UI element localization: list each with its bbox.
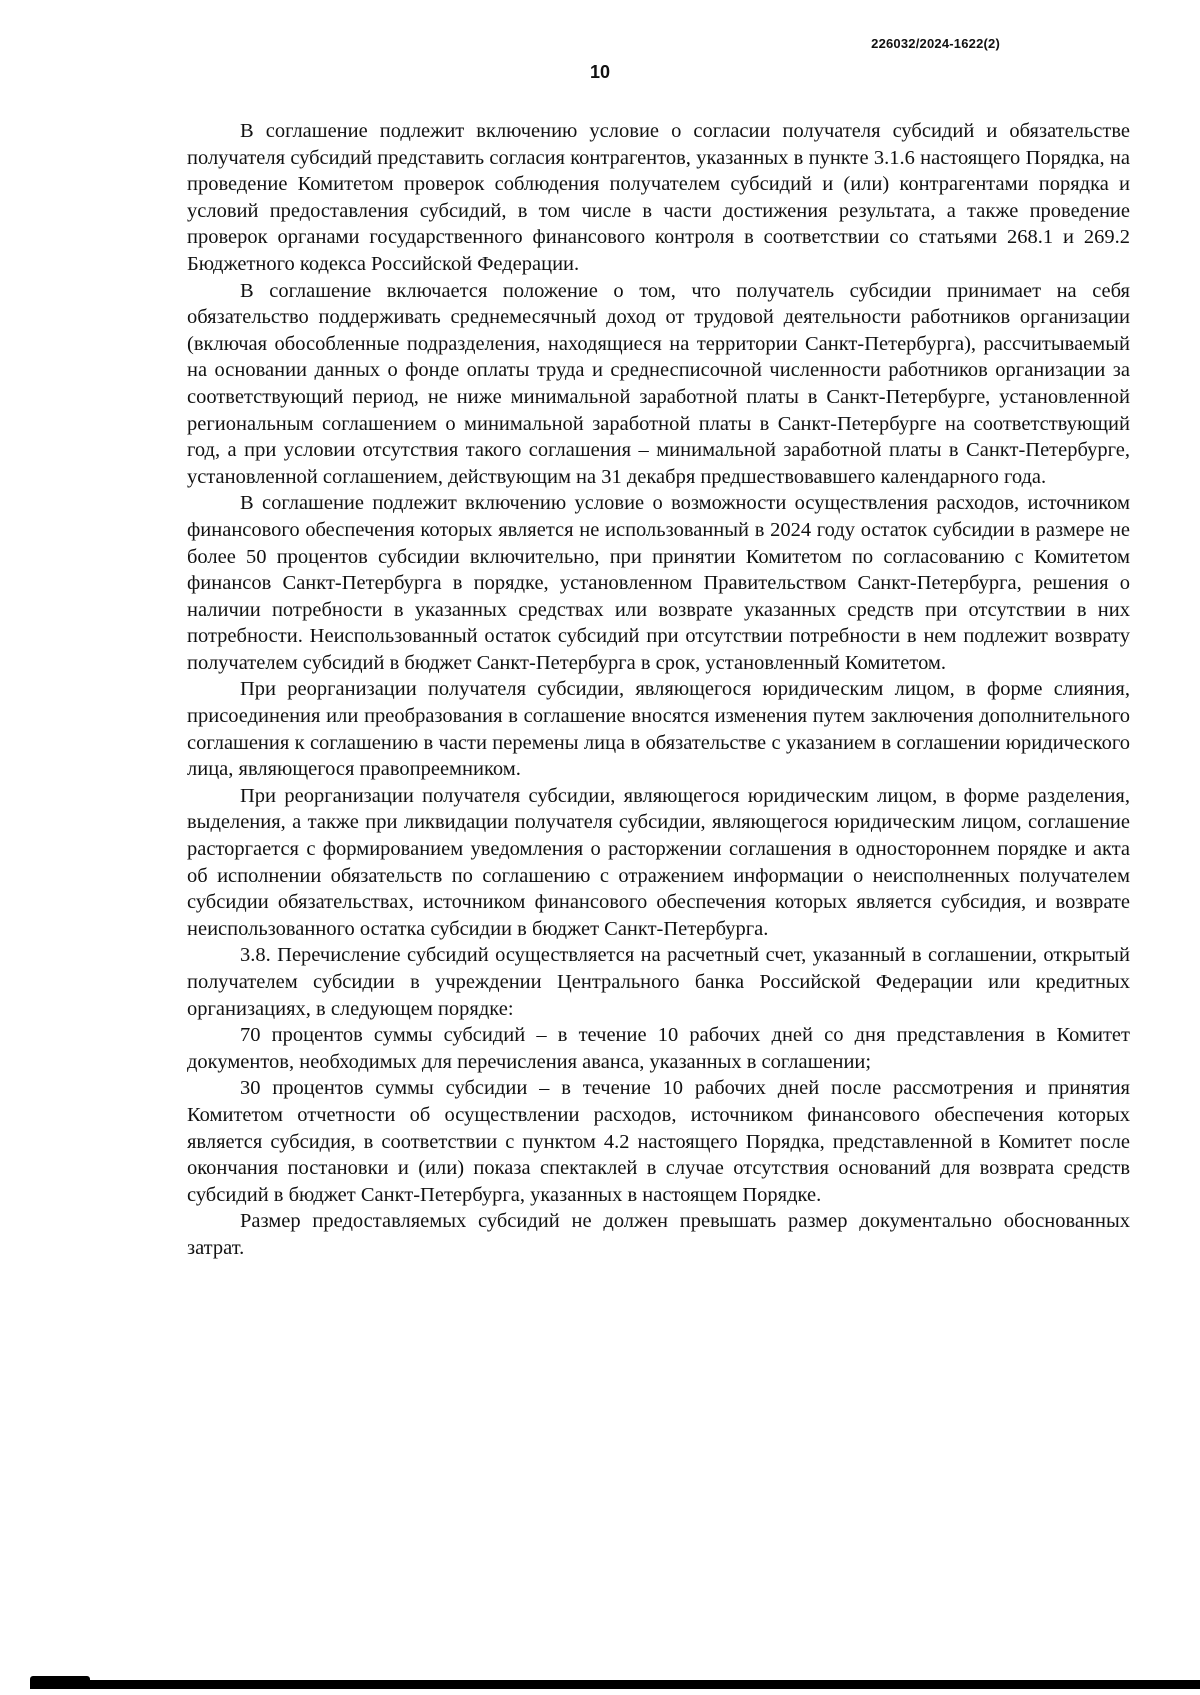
scan-bottom-border	[30, 1680, 1200, 1689]
document-registration-number: 226032/2024-1622(2)	[871, 36, 1000, 51]
paragraph-section-3-8-transfer: 3.8. Перечисление субсидий осуществляется на расчетный счет, указанный в соглашении, открытый получателем субсидии в учреждении Центрального банка Российской Федерации или кредитных организациях, в следующем порядке:	[187, 944, 1130, 1020]
document-body	[187, 118, 1130, 1262]
paragraph-reorganization-merger: При реорганизации получателя субсидии, являющегося юридическим лицом, в форме слияния, присоединения или преобразования в соглашение вносятся изменения путем заключения дополнительного соглашения к соглашению в части перемены лица в обязательстве с указанием в соглашении юридического лица, являющегося правопреемником.	[187, 678, 1130, 781]
paragraph-reorganization-division: При реорганизации получателя субсидии, являющегося юридическим лицом, в форме разделения, выделения, а также при ликвидации получателя субсидии, являющегося юридическим лицом, соглашение расторгается с формированием уведомления о расторжении соглашения в одностороннем порядке и акта об исполнении обязательств по соглашению с отражением информации о неисполненных получателем субсидии обязательствах, источником финансового обеспечения которых является субсидия, и возврате неиспользованного остатка субсидии в бюджет Санкт-Петербурга.	[187, 784, 1130, 940]
paragraph-70-percent-advance: 70 процентов суммы субсидий – в течение 10 рабочих дней со дня представления в Комитет документов, необходимых для перечисления аванса, указанных в соглашении;	[187, 1024, 1130, 1073]
page-number: 10	[589, 62, 611, 82]
paragraph-30-percent-final: 30 процентов суммы субсидии – в течение 10 рабочих дней после рассмотрения и принятия Комитетом отчетности об осуществлении расходов, источником финансового обеспечения которых является субсидия, в соответствии с пунктом 4.2 настоящего Порядка, представленной в Комитет после окончания постановки и (или) показа спектаклей в случае отсутствия оснований для возврата средств субсидий в бюджет Санкт-Петербурга, указанных в настоящем Порядке.	[187, 1077, 1130, 1206]
paragraph-subsidy-limit: Размер предоставляемых субсидий не должен превышать размер документально обоснованных затрат.	[187, 1210, 1130, 1259]
paragraph-average-income-obligation: В соглашение включается положение о том, что получатель субсидии принимает на себя обязательство поддерживать среднемесячный доход от трудовой деятельности работников организации (включая обособленные подразделения, находящиеся на территории Санкт-Петербурга), рассчитываемый на основании данных о фонде оплаты труда и среднесписочной численности работников организации за соответствующий период, не ниже минимальной заработной платы в Санкт-Петербурге, установленной региональным соглашением о минимальной заработной платы в Санкт-Петербурге на соответствующий год, а при условии отсутствия такого соглашения – минимальной заработной платы в Санкт-Петербурге, установленной соглашением, действующим на 31 декабря предшествовавшего календарного года.	[187, 279, 1130, 488]
paragraph-unused-balance: В соглашение подлежит включению условие о возможности осуществления расходов, источником финансового обеспечения которых является не использованный в 2024 году остаток субсидии в размере не более 50 процентов субсидии включительно, при принятии Комитетом по согласованию с Комитетом финансов Санкт-Петербурга в порядке, установленном Правительством Санкт-Петербурга, решения о наличии потребности в указанных средствах или возврате указанных средств при отсутствии в них потребности. Неиспользованный остаток субсидий при отсутствии потребности в нем подлежит возврату получателем субсидий в бюджет Санкт-Петербурга в срок, установленный Комитетом.	[187, 492, 1130, 674]
paragraph-agreement-inspection-consent: В соглашение подлежит включению условие о согласии получателя субсидий и обязательстве получателя субсидий представить согласия контрагентов, указанных в пункте 3.1.6 настоящего Порядка, на проведение Комитетом проверок соблюдения получателем субсидий и (или) контрагентами порядка и условий предоставления субсидий, в том числе в части достижения результата, а также проведение проверок органами государственного финансового контроля в соответствии со статьями 268.1 и 269.2 Бюджетного кодекса Российской Федерации.	[187, 120, 1130, 275]
